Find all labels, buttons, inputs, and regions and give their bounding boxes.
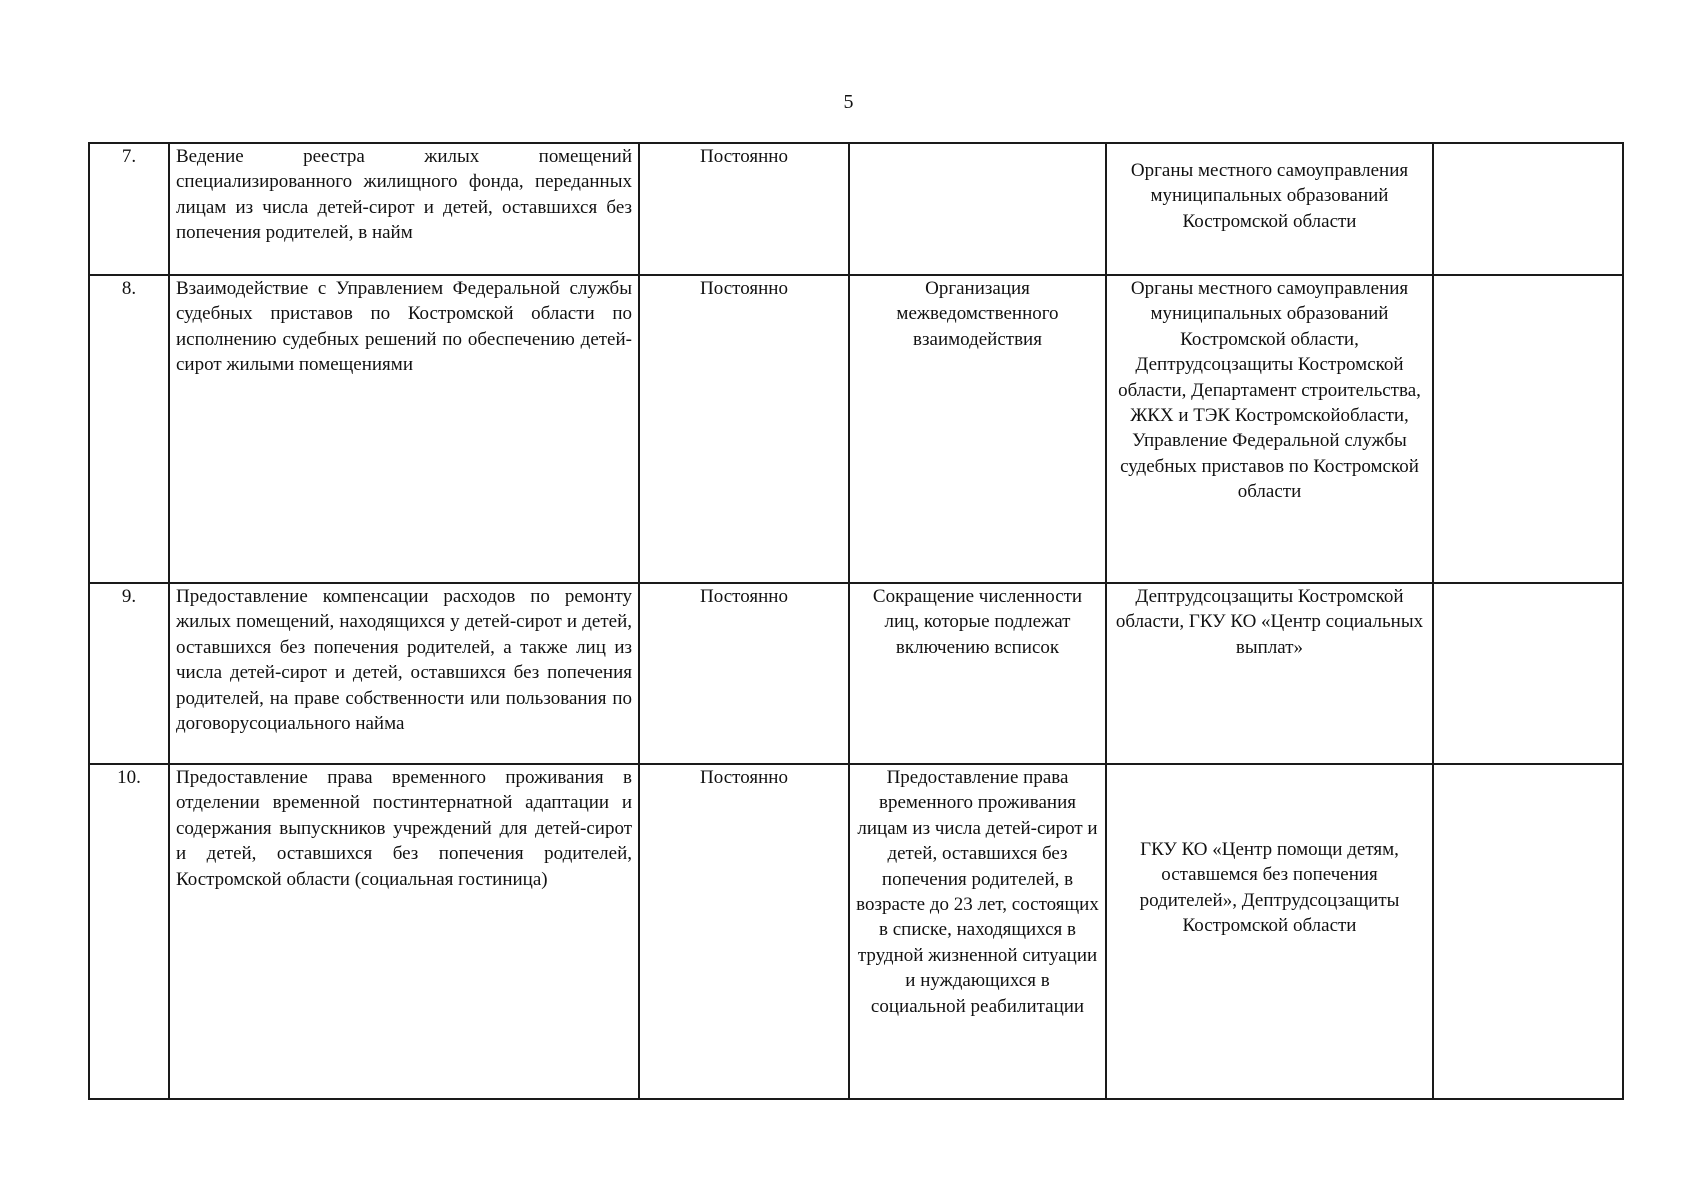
executors-cell: ГКУ КО «Центр помощи детям, оставшемся без попечения родителей», Дептрудсоцзащиты Костромской области (1106, 764, 1433, 1099)
row-number: 7. (89, 143, 169, 275)
row-number: 10. (89, 764, 169, 1099)
result-cell: Сокращение численности лиц, которые подлежат включению всписок (849, 583, 1106, 764)
table-row (89, 583, 1623, 764)
note-cell (1433, 764, 1623, 1099)
activity-cell: Предоставление права временного проживания в отделении временной постинтернатной адаптации и содержания выпускников учреждений для детей-сирот и детей, оставшихся без попечения родителей, Костромской области (социальная гостиница) (169, 764, 639, 1099)
executors-cell: Органы местного самоуправления муниципальных образований Костромской области (1106, 143, 1433, 275)
note-cell (1433, 275, 1623, 583)
activity-cell: Взаимодействие с Управлением Федеральной службы судебных приставов по Костромской области по исполнению судебных решений по обеспечению детей-сирот жилыми помещениями (169, 275, 639, 583)
executors-cell: Дептрудсоцзащиты Костромской области, ГКУ КО «Центр социальных выплат» (1106, 583, 1433, 764)
activity-cell: Предоставление компенсации расходов по ремонту жилых помещений, находящихся у детей-сирот и детей, оставшихся без попечения родителей, а также лиц из числа детей-сирот и детей, оставшихся без попечения родителей, на праве собственности или пользования по договорусоциального найма (169, 583, 639, 764)
table-row (89, 275, 1623, 583)
table-row (89, 143, 1623, 275)
term-cell: Постоянно (639, 143, 849, 275)
note-cell (1433, 143, 1623, 275)
term-cell: Постоянно (639, 583, 849, 764)
row-number: 9. (89, 583, 169, 764)
term-cell: Постоянно (639, 275, 849, 583)
row-number: 8. (89, 275, 169, 583)
result-cell: Предоставление права временного проживания лицам из числа детей-сирот и детей, оставшихся без попечения родителей, в возрасте до 23 лет, состоящих в списке, находящихся в трудной жизненной ситуации и нуждающихся в социальной реабилитации (849, 764, 1106, 1099)
note-cell (1433, 583, 1623, 764)
page-number: 5 (843, 91, 854, 113)
executors-cell: Органы местного самоуправления муниципальных образований Костромской области, Дептрудсоцзащиты Костромской области, Департамент строительства, ЖКХ и ТЭК Костромскойобласти, Управление Федеральной службы судебных приставов по Костромской области (1106, 275, 1433, 583)
result-cell (849, 143, 1106, 275)
term-cell: Постоянно (639, 764, 849, 1099)
result-cell: Организация межведомственного взаимодействия (849, 275, 1106, 583)
activity-cell: Ведение реестра жилых помещений специализированного жилищного фонда, переданных лицам из числа детей-сирот и детей, оставшихся без попечения родителей, в найм (169, 143, 639, 275)
table-row (89, 764, 1623, 1099)
action-plan-table (88, 142, 1624, 1100)
